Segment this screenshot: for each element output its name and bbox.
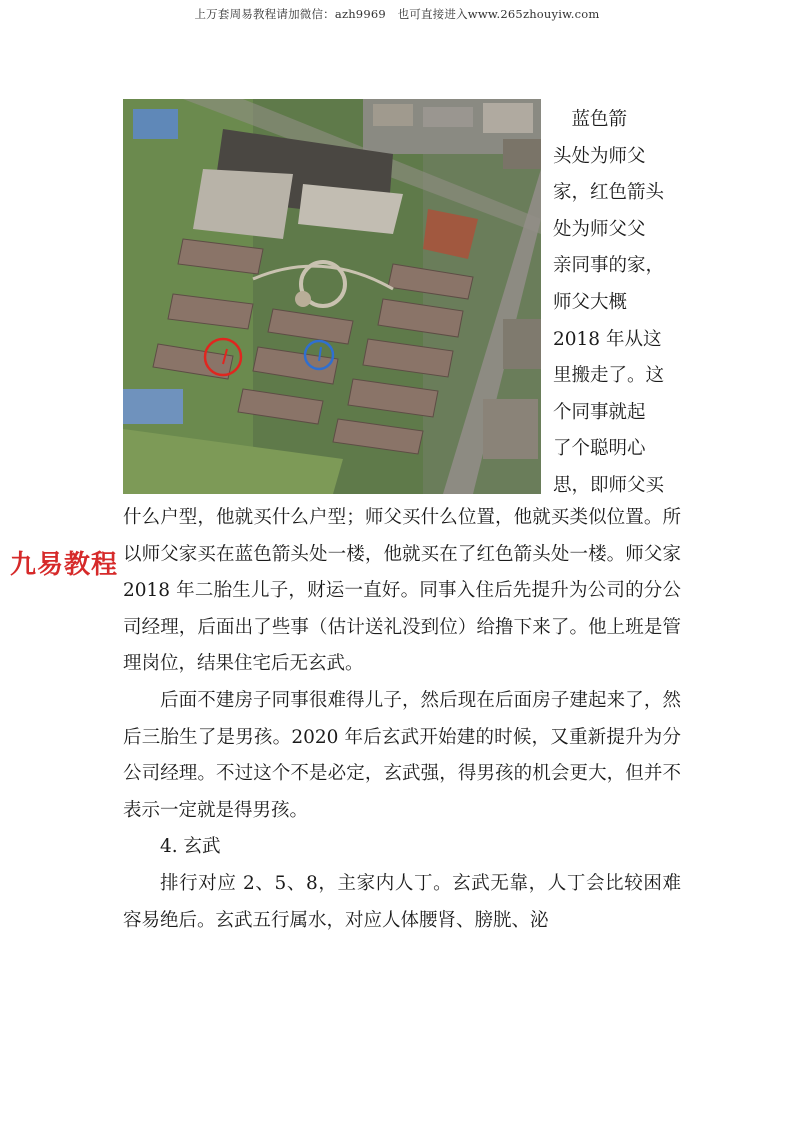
side-text	[553, 102, 678, 505]
side-line: 思，即师父买	[553, 474, 665, 496]
side-line: 头处为师父	[553, 145, 646, 167]
side-line: 处为师父父	[553, 218, 646, 240]
side-line: 家，红色箭头	[553, 182, 665, 204]
side-line: 了个聪明心	[553, 438, 646, 460]
side-line: 亲同事的家，	[553, 255, 665, 277]
side-line: 蓝色箭	[553, 109, 628, 130]
paragraph: 什么户型，他就买什么户型；师父买什么位置，他就买类似位置。所以师父家买在蓝色箭头处一楼，他就买在了红色箭头处一楼。师父家 2018 年二胎生儿子，财运一直好。同事入住后先提升为公司的分公司经理，后面出了些事（估计送礼没到位）给撸下来了。他上班是管理岗位，结果住宅后无玄武。	[123, 507, 681, 675]
watermark-logo: 九易教程	[8, 544, 120, 581]
paragraph: 后面不建房子同事很难得儿子，然后现在后面房子建起来了，然后三胎生了是男孩。2020 年后玄武开始建的时候，又重新提升为分公司经理。不过这个不是必定，玄武强，得男孩的机会更大，但并不表示一定就是得男孩。	[123, 689, 681, 821]
side-line: 师父大概	[553, 291, 628, 313]
body-text	[123, 500, 681, 939]
paragraph: 排行对应 2、5、8，主家内人丁。玄武无靠，人丁会比较困难容易绝后。玄武五行属水，对应人体腰肾、膀胱、泌	[123, 872, 681, 931]
side-line: 里搬走了。这	[553, 365, 665, 387]
section-heading: 4. 玄武	[160, 836, 221, 858]
page-header: 上万套周易教程请加微信：azh9969 也可直接进入www.265zhouyiw.com	[194, 7, 600, 21]
aerial-photo	[123, 99, 541, 494]
side-line: 个同事就起	[553, 401, 646, 423]
side-line: 2018 年从这	[553, 328, 662, 350]
